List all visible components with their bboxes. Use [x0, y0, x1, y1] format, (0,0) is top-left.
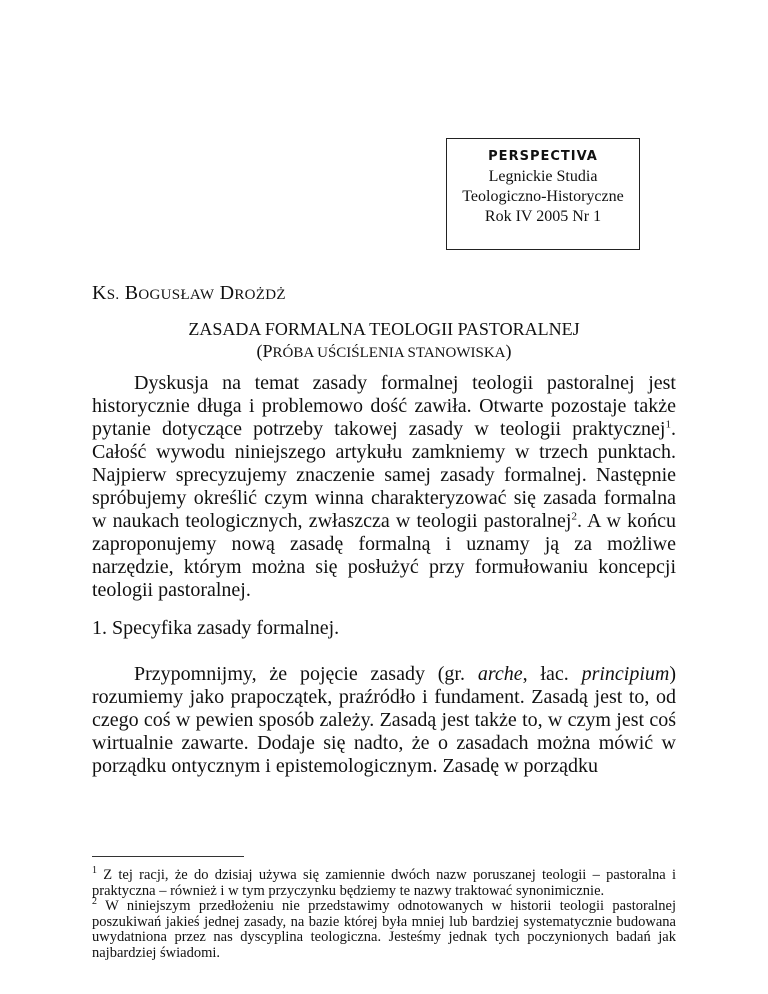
section-heading-1: 1. Specyfika zasady formalnej. — [92, 617, 340, 639]
footnote-2-number: 2 — [92, 896, 97, 908]
author-name — [92, 282, 286, 305]
journal-name-line2: Teologiczno-Historyczne — [462, 188, 624, 205]
article-subtitle — [92, 340, 676, 364]
intro-text-part1: Dyskusja na temat zasady formalnej teologii pastoralnej jest historycznie długa i problemowo dość zawiła. Otwarte pozostaje także pytanie dotyczące potrzeby takowej zasady w teologii praktycznej — [92, 372, 676, 440]
subtitle-open-paren: ( — [256, 341, 263, 361]
footnote-1-number: 1 — [92, 865, 97, 877]
intro-text-part2: . Całość wywodu niniejszego artykułu zamkniemy w trzech punktach. Najpierw sprecyzujemy znaczenie samej zasady formalnej. Następnie spróbujemy określić czym winna charakteryzować się zasada formalna w naukach teologicznych, zwłaszcza w teologii pastoralnej — [92, 418, 676, 532]
author-last-initial: D — [219, 282, 235, 304]
article-title — [92, 318, 676, 364]
footnote-ref-2[interactable]: 2 — [571, 510, 577, 523]
term-principium: principium — [581, 663, 670, 685]
footnotes — [92, 865, 677, 961]
journal-header-box — [446, 138, 640, 250]
author-prefix-rest: S. — [106, 287, 120, 303]
intro-paragraph — [92, 372, 676, 602]
subtitle-rest: RÓBA UŚCIŚLENIA STANOWISKA — [272, 345, 506, 361]
subtitle-initial: P — [262, 341, 273, 361]
footnote-2-text: W niniejszym przedłożeniu nie przedstawimy odnotowanych w historii teologii pastoralnej poszukiwań jakieś jednej zasady, na bazie której była mniej lub bardziej systematycznie budowana uwydatniona przez nas dyscyplina teologiczna. Jesteśmy jednak tych poczynionych badań jak najbardziej świadomi. — [92, 898, 676, 961]
section1-text-part1: Przypomnijmy, że pojęcie zasady (gr. — [134, 663, 478, 685]
term-arche: arche — [477, 663, 523, 685]
author-prefix-initial: K — [92, 282, 107, 304]
journal-name-line1: Legnickie Studia — [488, 168, 598, 185]
author-first-rest: OGUSŁAW — [138, 287, 215, 303]
section1-text-part3: ) rozumiemy jako prapoczątek, praźródło i fundament. Zasadą jest to, od czego coś w pewien sposób zależy. Zasadą jest także to, w czym jest coś wirtualnie zawarte. Dodaje się nadto, że o zasadach można mówić w porządku ontycznym i epistemologicznym. Zasadę w porządku — [92, 663, 677, 777]
section1-paragraph — [92, 663, 676, 778]
author-last-rest: ROŻDŻ — [234, 287, 286, 303]
footnote-divider — [92, 856, 244, 857]
footnote-1 — [92, 865, 677, 899]
subtitle-close-paren: ) — [505, 341, 512, 361]
intro-text-part3: . A w końcu zaproponujemy nową zasadę formalną i uznamy ją za możliwe narzędzie, którym można się posłużyć przy formułowaniu koncepcji teologii pastoralnej. — [92, 510, 676, 601]
section1-text-part2: , łac. — [522, 663, 582, 685]
journal-logo: PERSPECTIVA — [488, 149, 598, 164]
footnote-1-text: Z tej racji, że do dzisiaj używa się zamiennie dwóch nazw poruszanej teologii – pastoralna i praktyczna – również i w tym przyczynku będziemy te nazwy traktować synonimicznie. — [92, 867, 677, 899]
article-title-main: ZASADA FORMALNA TEOLOGII PASTORALNEJ — [188, 319, 580, 339]
footnote-2 — [92, 896, 676, 961]
author-first-initial: B — [124, 282, 139, 304]
footnote-ref-1[interactable]: 1 — [665, 418, 671, 431]
journal-issue: Rok IV 2005 Nr 1 — [484, 208, 602, 225]
